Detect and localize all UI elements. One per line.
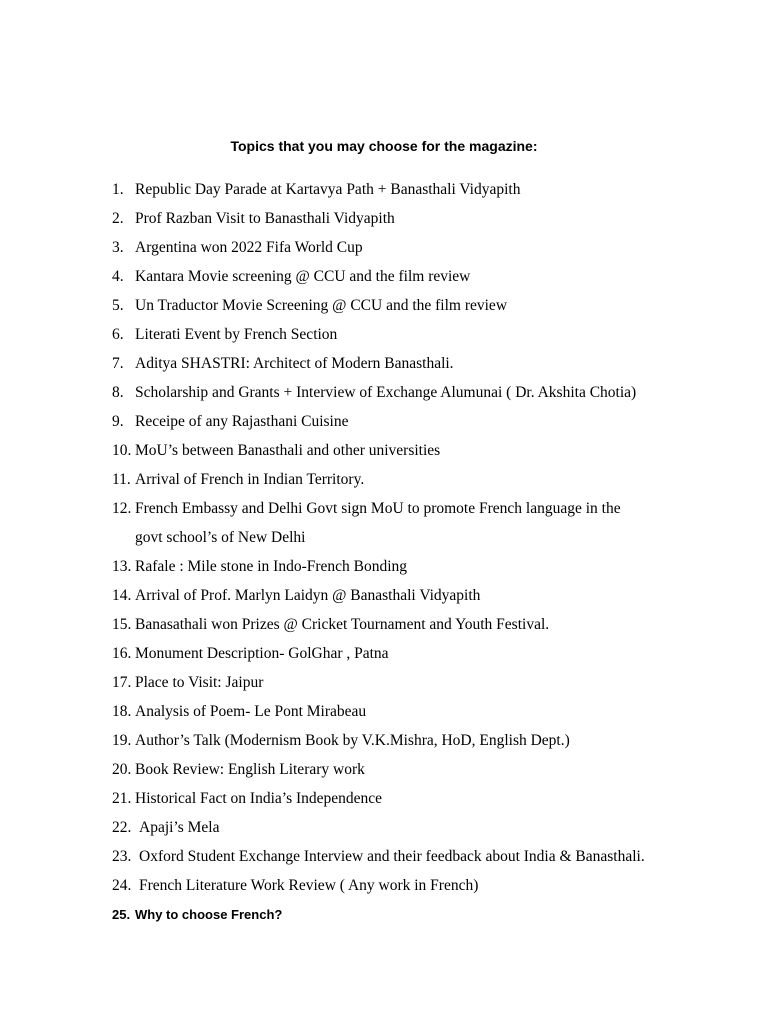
item-text (135, 497, 621, 550)
item-number: 4. (112, 268, 124, 285)
item-text: Oxford Student Exchange Interview and their feedback about India & Banasthali. (139, 848, 645, 865)
list-item (112, 265, 692, 294)
item-text-line-2: govt school’s of New Delhi (135, 529, 306, 546)
item-text: French Literature Work Review ( Any work in French) (139, 877, 479, 894)
list-item (112, 236, 692, 265)
item-text: Historical Fact on India’s Independence (135, 790, 383, 807)
list-item (112, 845, 692, 874)
list-item (112, 410, 692, 439)
item-number: 25. (112, 907, 131, 922)
item-text: MoU’s between Banasthali and other universities (135, 442, 441, 459)
item-number: 6. (112, 326, 124, 343)
item-number: 15. (112, 616, 132, 633)
item-text: Receipe of any Rajasthani Cuisine (135, 413, 349, 430)
item-text-line-1: French Embassy and Delhi Govt sign MoU to promote French language in the (135, 500, 621, 517)
item-number: 14. (112, 587, 132, 604)
item-number: 18. (112, 703, 132, 720)
item-text: Apaji’s Mela (139, 819, 220, 836)
list-item (112, 381, 692, 410)
item-number: 19. (112, 732, 132, 749)
list-item (112, 874, 692, 903)
item-text: Arrival of Prof. Marlyn Laidyn @ Banasthali Vidyapith (135, 587, 481, 604)
item-number: 23. (112, 848, 132, 865)
list-item (112, 903, 692, 932)
item-text: Un Traductor Movie Screening @ CCU and the film review (135, 297, 508, 314)
item-number: 20. (112, 761, 132, 778)
list-item (112, 642, 692, 671)
list-item (112, 729, 692, 758)
item-number: 22. (112, 819, 132, 836)
item-text: Analysis of Poem- Le Pont Mirabeau (135, 703, 367, 720)
list-item (112, 787, 692, 816)
item-number: 16. (112, 645, 132, 662)
list-item (112, 323, 692, 352)
item-text: Book Review: English Literary work (135, 761, 365, 778)
item-number: 17. (112, 674, 132, 691)
item-text: Author’s Talk (Modernism Book by V.K.Mishra, HoD, English Dept.) (135, 732, 570, 749)
item-number: 12. (112, 500, 132, 517)
item-text: Aditya SHASTRI: Architect of Modern Banasthali. (135, 355, 454, 372)
item-number: 10. (112, 442, 132, 459)
item-text: Prof Razban Visit to Banasthali Vidyapith (135, 210, 395, 227)
item-text: Literati Event by French Section (135, 326, 338, 343)
list-item (112, 178, 692, 207)
list-item (112, 294, 692, 323)
item-text: Why to choose French? (135, 907, 283, 922)
item-text: Scholarship and Grants + Interview of Exchange Alumunai ( Dr. Akshita Chotia) (135, 384, 637, 401)
item-number: 2. (112, 210, 124, 227)
list-item (112, 584, 692, 613)
item-number: 9. (112, 413, 124, 430)
item-number: 7. (112, 355, 124, 372)
list-item (112, 439, 692, 468)
list-item (112, 816, 692, 845)
list-item (112, 613, 692, 642)
item-number: 1. (112, 181, 124, 198)
list-item (112, 497, 692, 555)
list-item (112, 671, 692, 700)
item-text: Arrival of French in Indian Territory. (135, 471, 365, 488)
list-item (112, 352, 692, 381)
item-number: 3. (112, 239, 124, 256)
item-number: 13. (112, 558, 132, 575)
item-number: 21. (112, 790, 132, 807)
list-item (112, 555, 692, 584)
list-item (112, 758, 692, 787)
item-number: 8. (112, 384, 124, 401)
page-heading: Topics that you may choose for the magazine: (230, 138, 538, 154)
item-text: Monument Description- GolGhar , Patna (135, 645, 389, 662)
item-text: Banasathali won Prizes @ Cricket Tournament and Youth Festival. (135, 616, 550, 633)
item-text: Kantara Movie screening @ CCU and the film review (135, 268, 471, 285)
topic-list (112, 178, 692, 932)
item-text: Argentina won 2022 Fifa World Cup (135, 239, 363, 256)
item-text: Place to Visit: Jaipur (135, 674, 264, 691)
item-number: 11. (112, 471, 131, 488)
item-number: 24. (112, 877, 132, 894)
list-item (112, 207, 692, 236)
item-number: 5. (112, 297, 124, 314)
item-text: Rafale : Mile stone in Indo-French Bonding (135, 558, 408, 575)
list-item (112, 700, 692, 729)
item-text: Republic Day Parade at Kartavya Path + Banasthali Vidyapith (135, 181, 521, 198)
list-item (112, 468, 692, 497)
